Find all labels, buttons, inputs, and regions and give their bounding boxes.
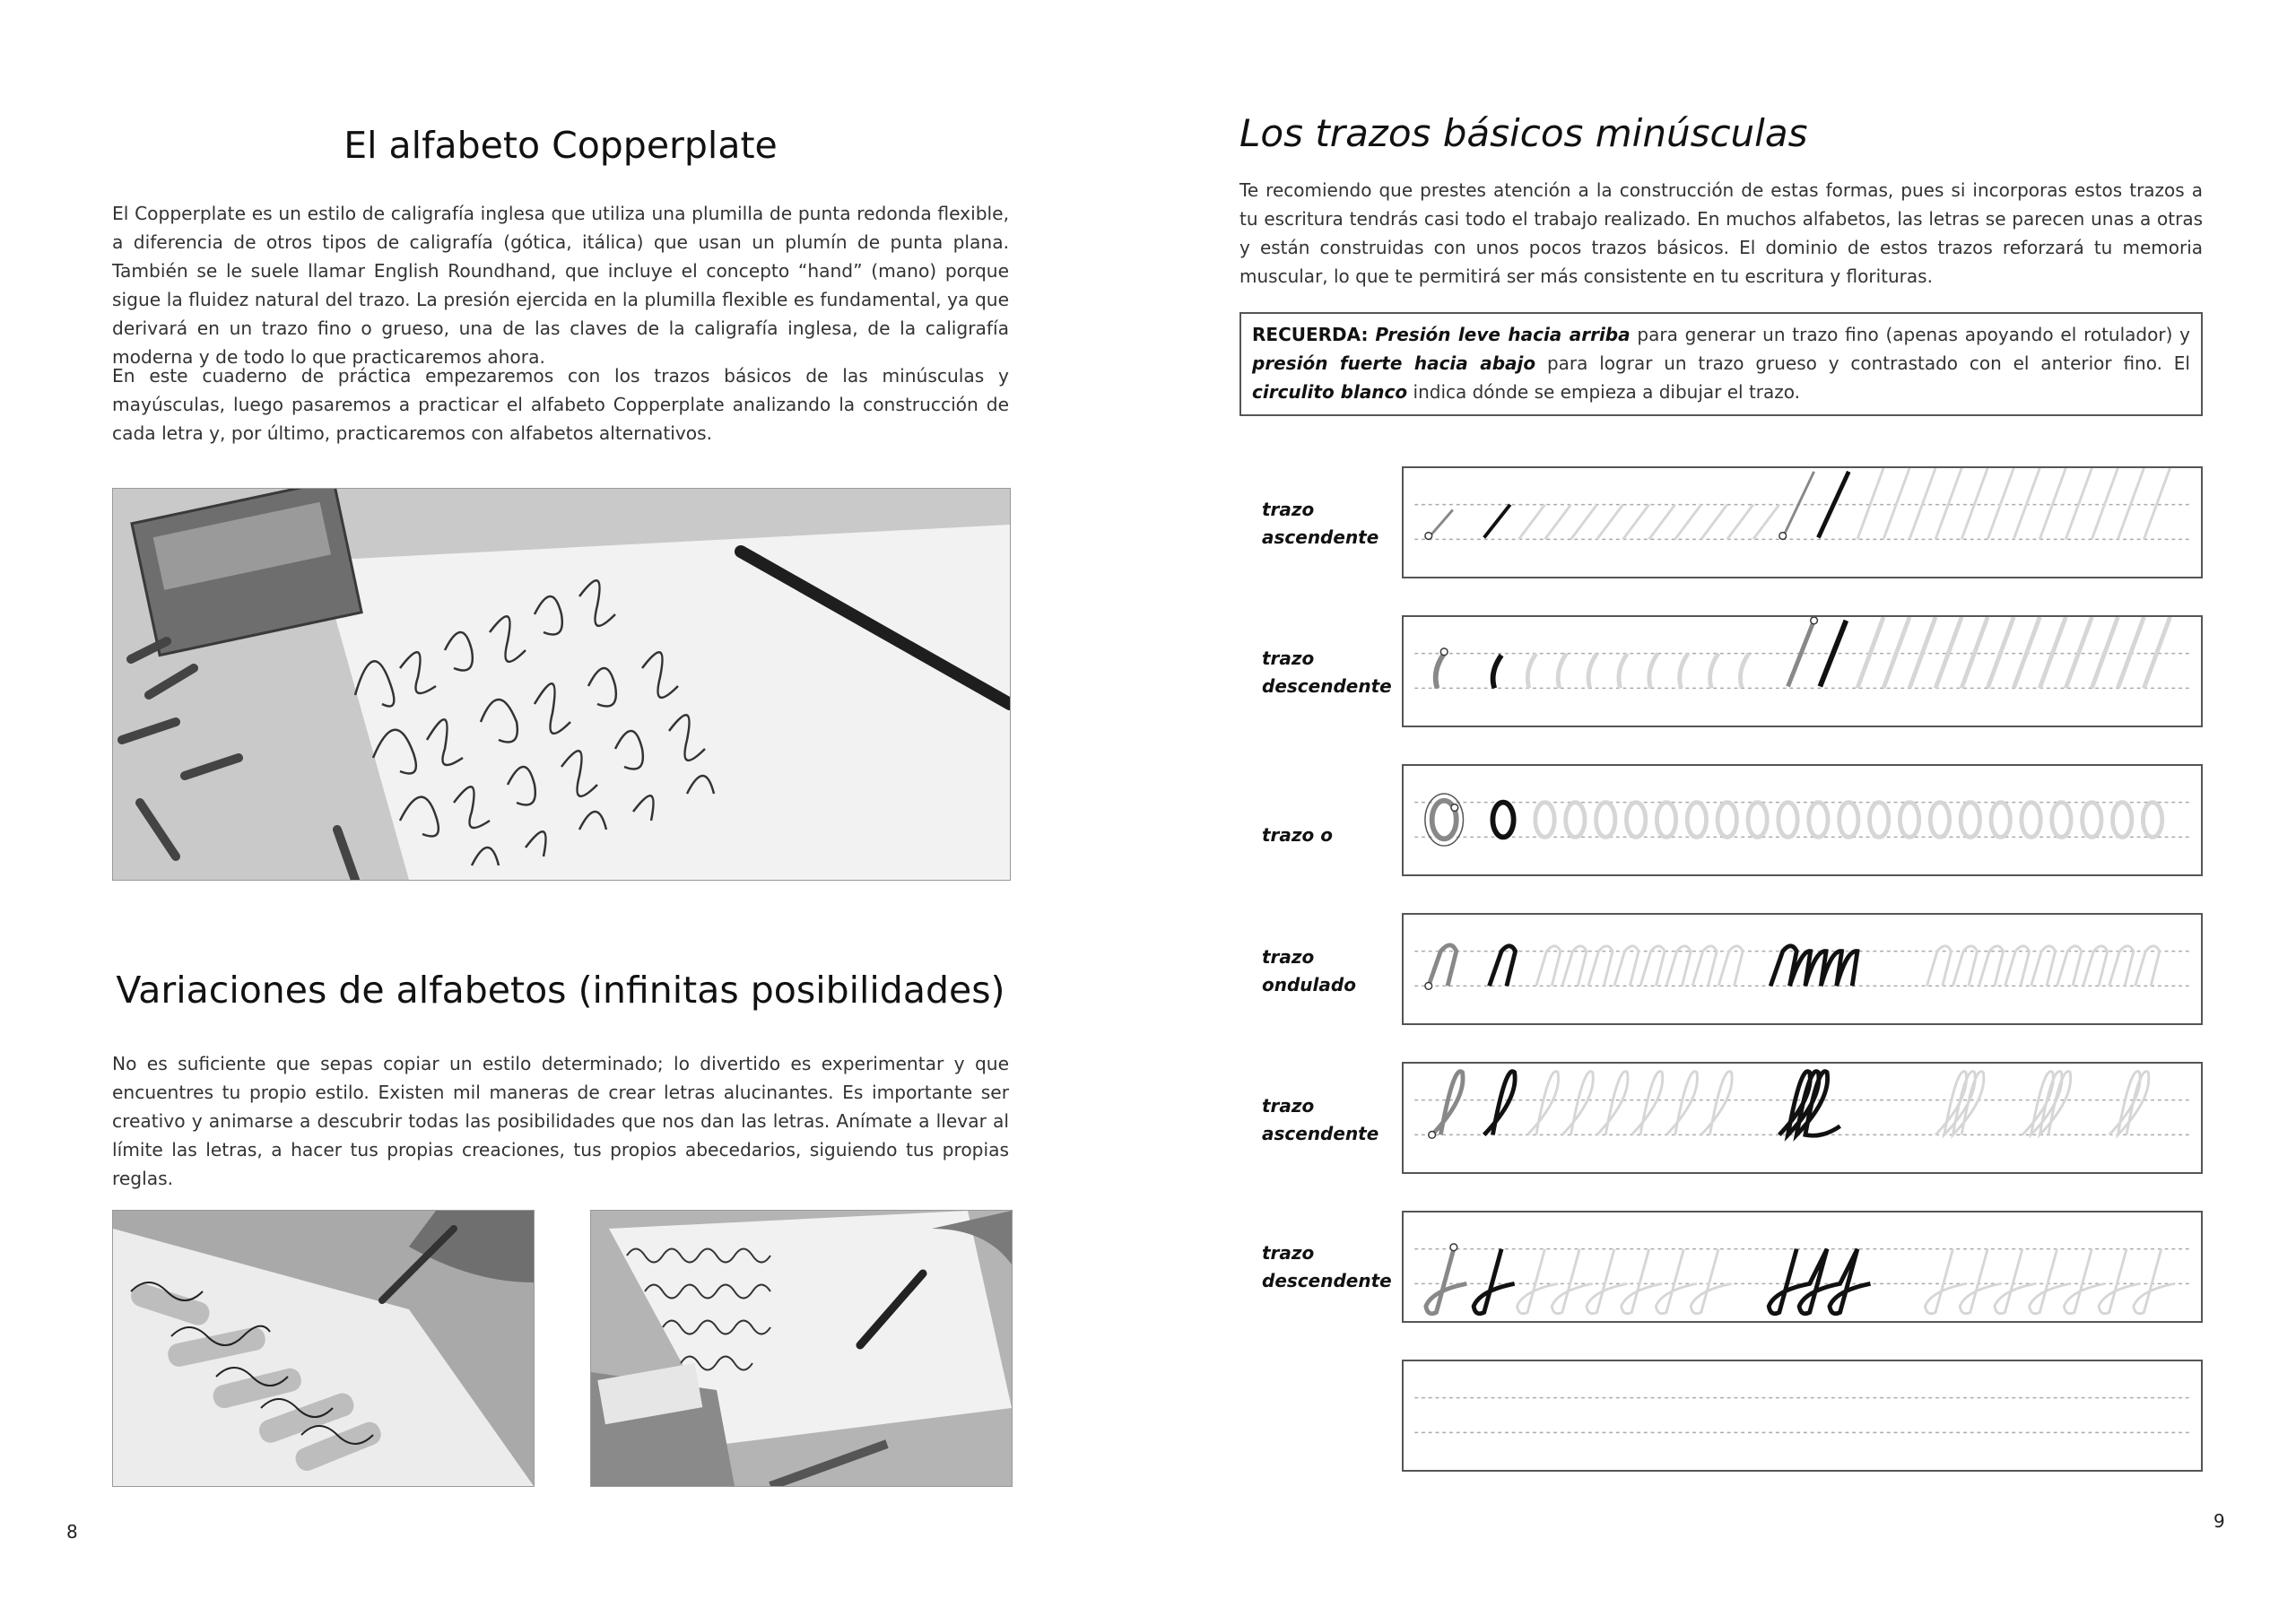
lettering-practice-photo <box>590 1210 1013 1487</box>
reminder-white-circle: circulito blanco <box>1252 381 1408 403</box>
practice-guide-ascending-loop <box>1402 1062 2203 1174</box>
practice-guide-descending <box>1402 615 2203 727</box>
practice-guide-o <box>1402 764 2203 876</box>
reminder-box <box>1239 312 2203 416</box>
reminder-text: para generar un trazo fino (apenas apoyando el rotulador) y <box>1630 324 2191 345</box>
stroke-label: trazo ascendente <box>1262 499 1379 548</box>
page-number: 9 <box>2213 1510 2225 1532</box>
lettering-samples-photo <box>112 1210 535 1487</box>
descending-loop-stroke-guide <box>1404 1213 2201 1321</box>
copperplate-alphabet-photo <box>112 488 1011 881</box>
page-title: El alfabeto Copperplate <box>344 124 778 167</box>
reminder-label: RECUERDA: <box>1252 324 1369 345</box>
reminder-pressure-down: presión fuerte hacia abajo <box>1252 352 1536 374</box>
ascending-loop-stroke-guide <box>1404 1064 2201 1172</box>
stroke-label: trazo o <box>1262 824 1334 846</box>
right-page <box>1148 0 2296 1608</box>
stroke-label: trazo descendente <box>1262 648 1392 697</box>
practice-guide-wave <box>1402 913 2203 1025</box>
blank-practice-guide <box>1404 1361 2201 1470</box>
intro-paragraph: Te recomiendo que prestes atención a la construcción de estas formas, pues si incorporas estos trazos a tu escritura tendrás casi todo el trabajo realizado. En muchos alfabetos, las letras se parecen unas a otras y están construidas con unos pocos trazos básicos. El dominio de estos trazos reforzará tu memoria muscular, lo que te permitirá ser más consistente en tu escritura y florituras. <box>1239 179 2203 287</box>
variations-title: Variaciones de alfabetos (infinitas posibilidades) <box>116 969 1005 1012</box>
intro-paragraph-2: En este cuaderno de práctica empezaremos con los trazos básicos de las minúsculas y mayúsculas, luego pasaremos a practicar el alfabeto Copperplate analizando la construcción de cada letra y, por último, practicaremos con alfabetos alternativos. <box>112 365 1009 444</box>
reminder-text: indica dónde se empieza a dibujar el trazo. <box>1407 381 1801 403</box>
descending-stroke-guide <box>1404 617 2201 726</box>
page-title: Los trazos básicos minúsculas <box>1239 111 1808 155</box>
stroke-label: trazo descendente <box>1262 1242 1392 1291</box>
variations-paragraph: No es suficiente que sepas copiar un estilo determinado; lo divertido es experimentar y que encuentres tu propio estilo. Existen mil maneras de crear letras alucinantes. Es importante ser creativo y animarse a descubrir todas las posibilidades que nos dan las letras. Anímate a llevar al límite las letras, a hacer tus propias creaciones, tus propios abecedarios, siguiendo tus propias reglas. <box>112 1053 1009 1189</box>
practice-guide-blank <box>1402 1360 2203 1472</box>
stroke-label: trazo ascendente <box>1262 1095 1379 1144</box>
practice-guide-descending-loop <box>1402 1211 2203 1323</box>
ascending-stroke-guide <box>1404 468 2201 577</box>
stroke-label: trazo ondulado <box>1262 946 1356 995</box>
practice-guide-ascending <box>1402 466 2203 578</box>
reminder-pressure-up: Presión leve hacia arriba <box>1375 324 1631 345</box>
o-stroke-guide <box>1404 766 2201 874</box>
intro-paragraph-1: El Copperplate es un estilo de caligrafía inglesa que utiliza una plumilla de punta redonda flexible, a diferencia de otros tipos de caligrafía (gótica, itálica) que usan un plumín de punta plana. También se le suele llamar English Roundhand, que incluye el concepto “hand” (mano) porque sigue la fluidez natural del trazo. La presión ejercida en la plumilla flexible es fundamental, ya que derivará en un trazo fino o grueso, una de las claves de la caligrafía inglesa, de la caligrafía moderna y de todo lo que practicaremos ahora. <box>112 203 1009 368</box>
reminder-text: para lograr un trazo grueso y contrastado con el anterior fino. El <box>1535 352 2190 374</box>
page-number: 8 <box>66 1521 78 1543</box>
wave-stroke-guide <box>1404 915 2201 1023</box>
